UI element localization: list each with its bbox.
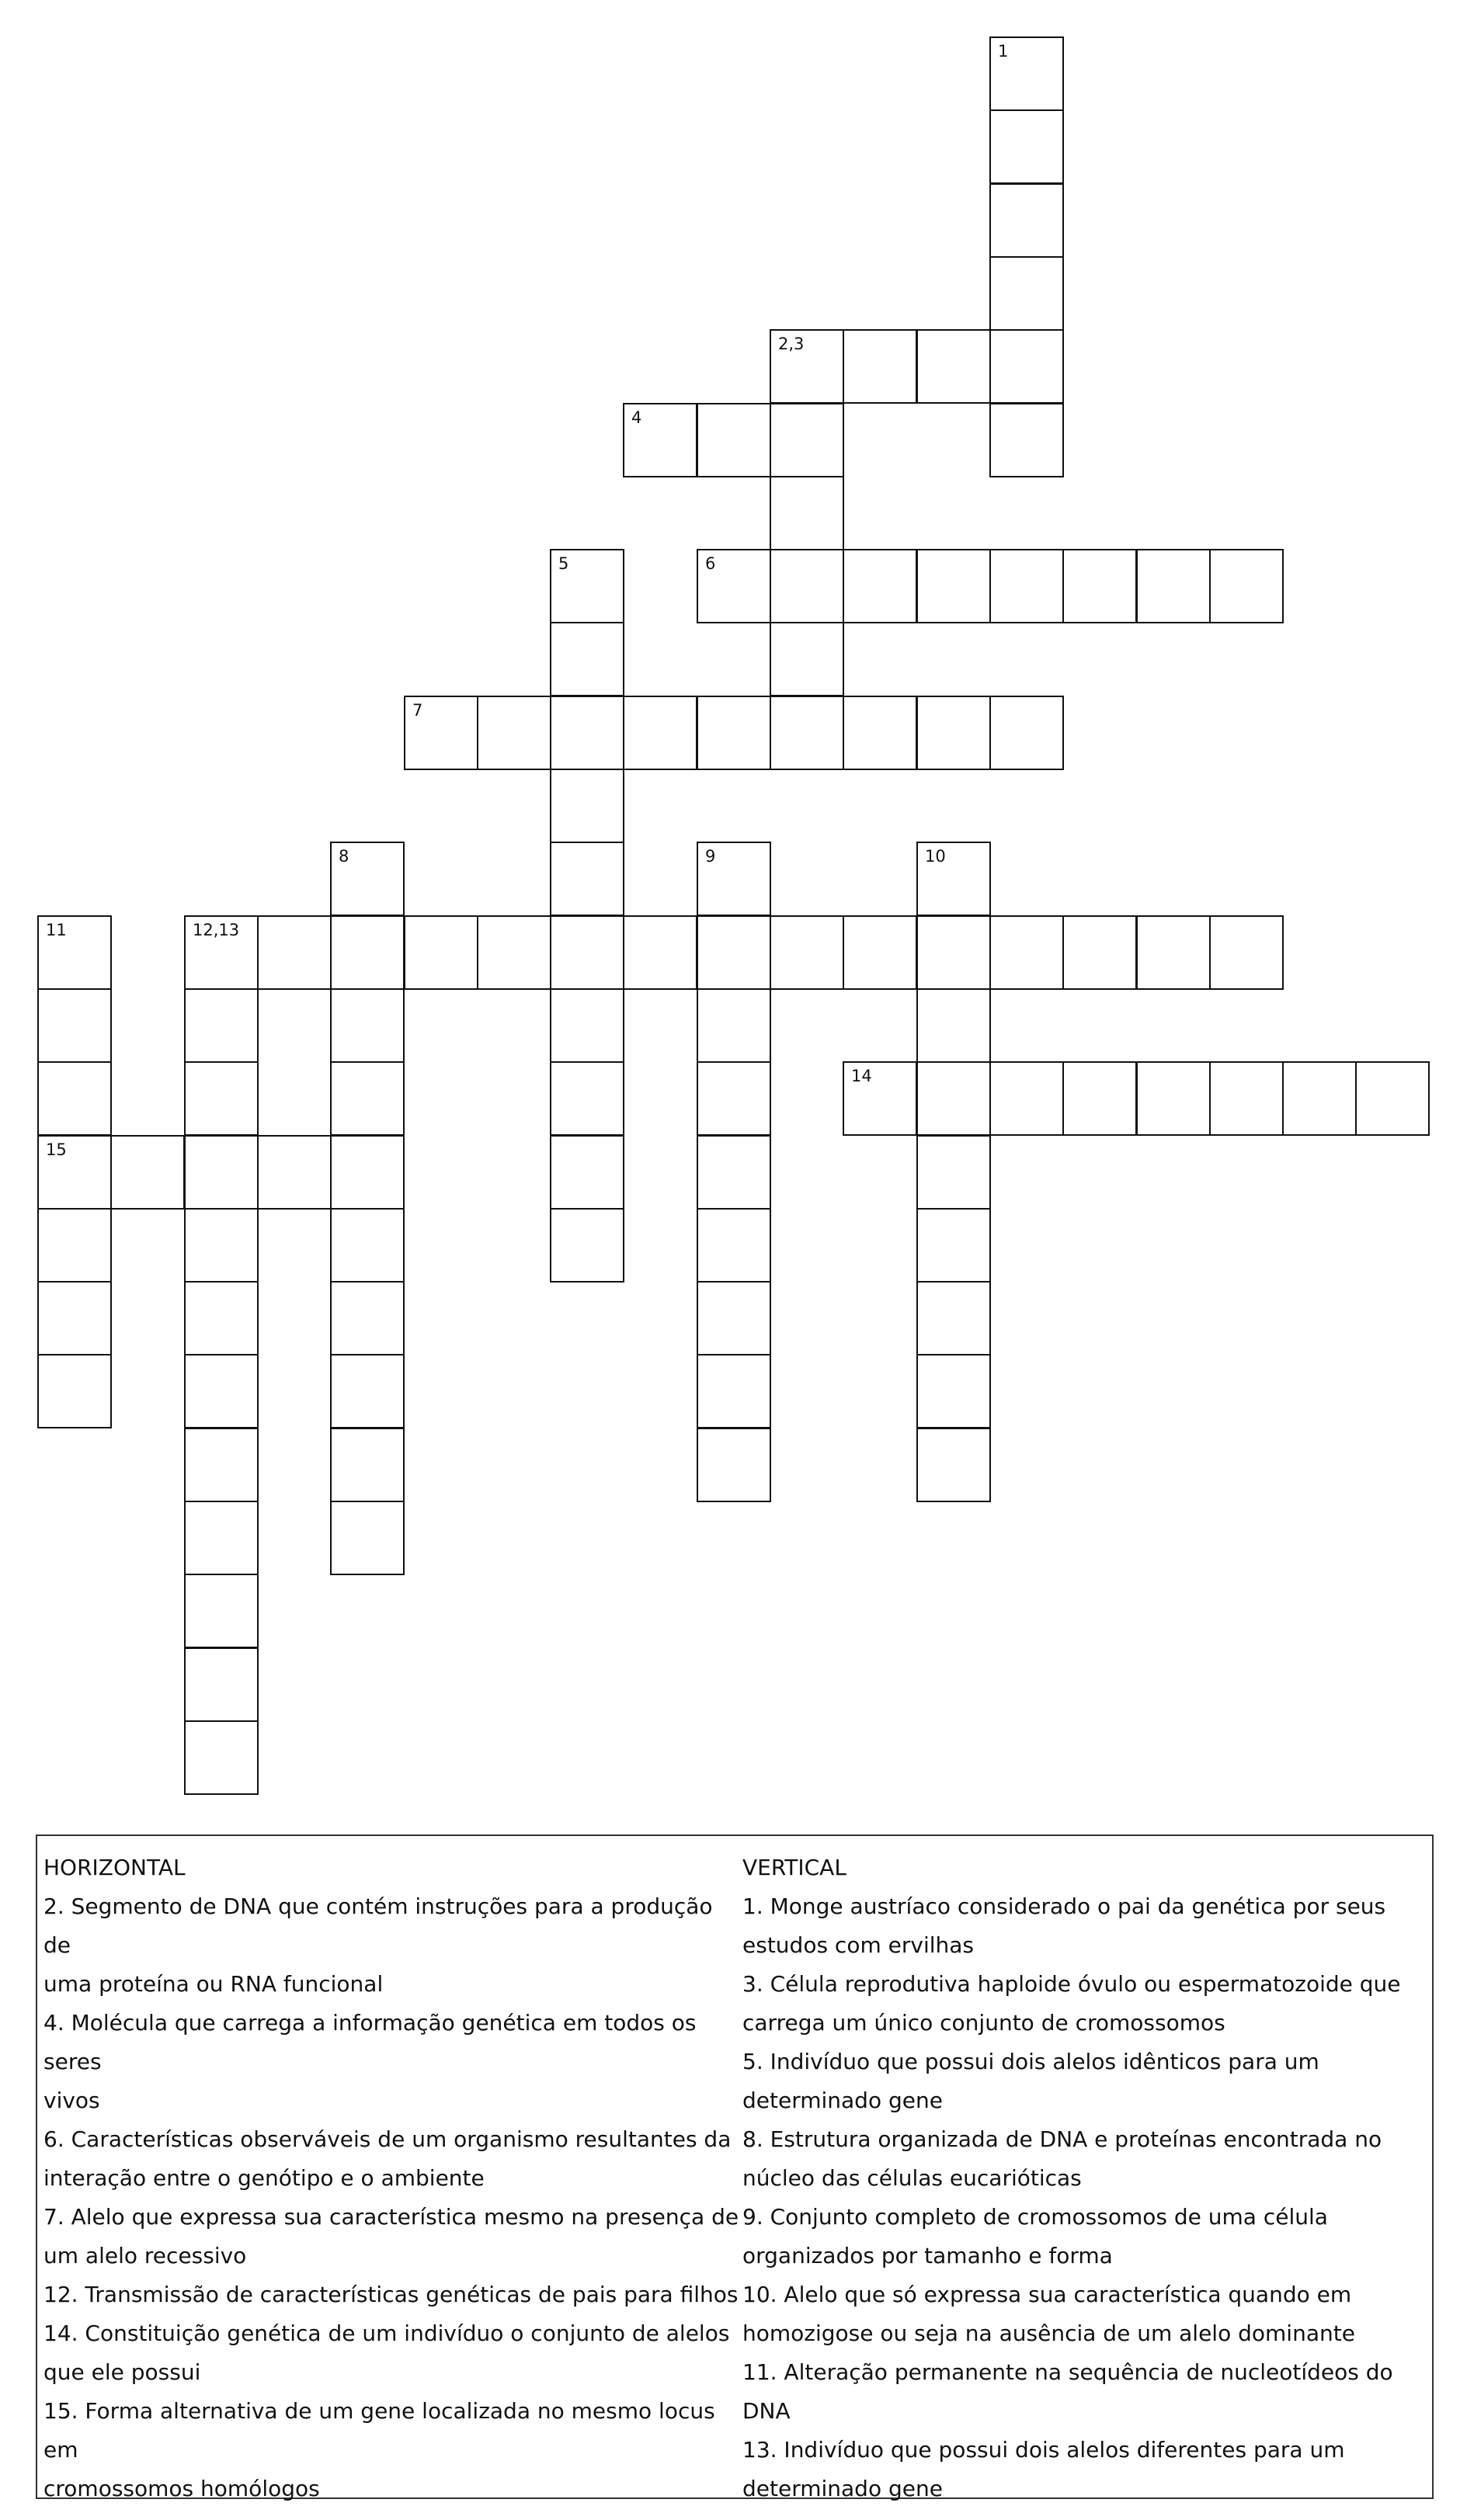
- crossword-cell[interactable]: [989, 256, 1064, 331]
- clue-line: um alelo recessivo: [43, 2243, 247, 2268]
- crossword-cell[interactable]: [697, 403, 771, 477]
- clue-number: 1: [998, 42, 1009, 61]
- horizontal-clues: [43, 1848, 742, 2508]
- crossword-cell[interactable]: [1062, 915, 1137, 990]
- crossword-cell[interactable]: [916, 549, 991, 623]
- clue-line: 15. Forma alternativa de um gene localizada no mesmo locus em: [43, 2398, 715, 2463]
- crossword-cell[interactable]: [184, 1281, 259, 1355]
- crossword-cell[interactable]: [330, 1208, 405, 1283]
- crossword-cell[interactable]: [843, 696, 917, 770]
- clue-number: 9: [705, 847, 716, 866]
- crossword-cell[interactable]: [916, 1354, 991, 1428]
- crossword-cell[interactable]: [989, 36, 1064, 111]
- horizontal-title: HORIZONTAL: [43, 1855, 186, 1880]
- crossword-cell[interactable]: [916, 1281, 991, 1355]
- crossword-cell[interactable]: [916, 915, 991, 990]
- clue-number: 10: [925, 847, 946, 866]
- clue-line: 14. Constituição genética de um indivíduo o conjunto de alelos: [43, 2320, 730, 2346]
- crossword-cell[interactable]: [37, 1281, 112, 1355]
- crossword-cell[interactable]: [1062, 549, 1137, 623]
- crossword-cell[interactable]: [330, 988, 405, 1063]
- clue-line: 1. Monge austríaco considerado o pai da genética por seus: [742, 1893, 1386, 1919]
- crossword-cell[interactable]: [989, 549, 1064, 623]
- crossword-cell[interactable]: [184, 1647, 259, 1722]
- crossword-cell[interactable]: [770, 476, 844, 550]
- crossword-cell[interactable]: [916, 1061, 991, 1136]
- crossword-cell[interactable]: [989, 329, 1064, 404]
- crossword-cell[interactable]: [916, 1428, 991, 1502]
- crossword-cell[interactable]: [1209, 1061, 1284, 1136]
- crossword-cell[interactable]: [330, 1354, 405, 1428]
- clue-line: núcleo das células eucarióticas: [742, 2165, 1082, 2191]
- crossword-cell[interactable]: [330, 1061, 405, 1136]
- crossword-cell[interactable]: [184, 1428, 259, 1502]
- crossword-cell[interactable]: [550, 1208, 624, 1283]
- clue-line: determinado gene: [742, 2088, 943, 2113]
- crossword-cell[interactable]: [1136, 1061, 1211, 1136]
- crossword-cell[interactable]: [916, 1135, 991, 1210]
- clue-line: interação entre o genótipo e o ambiente: [43, 2165, 485, 2191]
- crossword-cell[interactable]: [697, 915, 771, 990]
- crossword-cell[interactable]: [697, 1135, 771, 1210]
- crossword-cell[interactable]: [1209, 915, 1284, 990]
- crossword-cell[interactable]: [550, 549, 624, 623]
- clue-number: 8: [339, 847, 349, 866]
- clue-number: 2,3: [778, 335, 805, 353]
- crossword-cell[interactable]: [989, 696, 1064, 770]
- crossword-cell[interactable]: [477, 915, 551, 990]
- crossword-cell[interactable]: [550, 696, 624, 770]
- crossword-cell[interactable]: [184, 1135, 259, 1210]
- crossword-cell[interactable]: [843, 915, 917, 990]
- crossword-cell[interactable]: [1062, 1061, 1137, 1136]
- crossword-cell[interactable]: [1209, 549, 1284, 623]
- clue-number: 6: [705, 554, 716, 573]
- crossword-cell[interactable]: [989, 403, 1064, 477]
- vertical-clues: [742, 1848, 1426, 2508]
- clue-number: 4: [631, 408, 642, 427]
- crossword-cell[interactable]: [184, 915, 259, 990]
- crossword-cell[interactable]: [697, 1061, 771, 1136]
- crossword-cell[interactable]: [404, 696, 478, 770]
- crossword-cell[interactable]: [330, 1428, 405, 1502]
- clue-line: determinado gene: [742, 2476, 943, 2501]
- crossword-cell[interactable]: [843, 549, 917, 623]
- clue-line: 11. Alteração permanente na sequência de nucleotídeos do DNA: [742, 2359, 1393, 2424]
- clue-number: 14: [851, 1067, 872, 1085]
- clue-line: estudos com ervilhas: [742, 1932, 974, 1958]
- crossword-cell[interactable]: [989, 109, 1064, 184]
- crossword-cell[interactable]: [37, 1135, 112, 1210]
- crossword-cell[interactable]: [37, 915, 112, 990]
- crossword-cell[interactable]: [1355, 1061, 1430, 1136]
- crossword-cell[interactable]: [550, 622, 624, 696]
- clue-number: 11: [46, 921, 67, 939]
- crossword-cell[interactable]: [477, 696, 551, 770]
- crossword-cell[interactable]: [697, 1428, 771, 1502]
- crossword-cell[interactable]: [1136, 915, 1211, 990]
- clue-line: organizados por tamanho e forma: [742, 2243, 1113, 2268]
- crossword-cell[interactable]: [184, 1061, 259, 1136]
- crossword-cell[interactable]: [916, 842, 991, 916]
- crossword-cell[interactable]: [330, 915, 405, 990]
- clue-line: 8. Estrutura organizada de DNA e proteínas encontrada no: [742, 2126, 1382, 2152]
- clue-number: 15: [46, 1140, 67, 1159]
- crossword-cell[interactable]: [697, 1281, 771, 1355]
- crossword-cell[interactable]: [184, 988, 259, 1063]
- crossword-cell[interactable]: [184, 1574, 259, 1648]
- clue-line: 7. Alelo que expressa sua característica mesmo na presença de: [43, 2204, 739, 2230]
- crossword-cell[interactable]: [770, 403, 844, 477]
- crossword-cell[interactable]: [623, 915, 697, 990]
- crossword-cell[interactable]: [184, 1720, 259, 1795]
- crossword-cell[interactable]: [550, 915, 624, 990]
- crossword-cell[interactable]: [550, 988, 624, 1063]
- crossword-cell[interactable]: [550, 769, 624, 843]
- crossword-cell[interactable]: [330, 842, 405, 916]
- crossword-cell[interactable]: [770, 622, 844, 696]
- vertical-title: VERTICAL: [742, 1855, 846, 1880]
- clues-box: [36, 1834, 1434, 2499]
- crossword-cell[interactable]: [697, 1208, 771, 1283]
- crossword-cell[interactable]: [37, 1354, 112, 1428]
- clue-line: carrega um único conjunto de cromossomos: [742, 2010, 1225, 2036]
- crossword-cell[interactable]: [330, 1281, 405, 1355]
- clue-line: 9. Conjunto completo de cromossomos de uma célula: [742, 2204, 1328, 2230]
- clue-line: 10. Alelo que só expressa sua característica quando em: [742, 2282, 1352, 2307]
- crossword-cell[interactable]: [404, 915, 478, 990]
- clue-line: 4. Molécula que carrega a informação genética em todos os seres: [43, 2010, 697, 2074]
- crossword-cell[interactable]: [110, 1135, 185, 1210]
- crossword-cell[interactable]: [916, 1208, 991, 1283]
- clue-line: 2. Segmento de DNA que contém instruções para a produção de: [43, 1893, 713, 1958]
- crossword-cell[interactable]: [697, 696, 771, 770]
- crossword-cell[interactable]: [37, 1061, 112, 1136]
- crossword-cell[interactable]: [916, 329, 991, 404]
- crossword-cell[interactable]: [184, 1501, 259, 1575]
- crossword-cell[interactable]: [257, 1135, 332, 1210]
- crossword-cell[interactable]: [623, 403, 697, 477]
- crossword-cell[interactable]: [770, 549, 844, 623]
- crossword-cell[interactable]: [770, 696, 844, 770]
- clue-line: que ele possui: [43, 2359, 201, 2385]
- clue-line: vivos: [43, 2088, 100, 2113]
- clue-line: 12. Transmissão de características genéticas de pais para filhos: [43, 2282, 739, 2307]
- crossword-cell[interactable]: [37, 988, 112, 1063]
- crossword-cell[interactable]: [697, 842, 771, 916]
- crossword-cell[interactable]: [989, 183, 1064, 258]
- crossword-cell[interactable]: [989, 1061, 1064, 1136]
- crossword-cell[interactable]: [843, 1061, 917, 1136]
- crossword-cell[interactable]: [550, 842, 624, 916]
- crossword-cell[interactable]: [550, 1135, 624, 1210]
- clue-line: cromossomos homólogos: [43, 2476, 320, 2501]
- clue-number: 12,13: [193, 921, 240, 939]
- crossword-cell[interactable]: [843, 329, 917, 404]
- crossword-cell[interactable]: [770, 329, 844, 404]
- clue-line: 3. Célula reprodutiva haploide óvulo ou espermatozoide que: [742, 1971, 1401, 1997]
- clue-line: 5. Indivíduo que possui dois alelos idênticos para um: [742, 2049, 1319, 2074]
- crossword-cell[interactable]: [1136, 549, 1211, 623]
- clue-line: 6. Características observáveis de um organismo resultantes da: [43, 2126, 732, 2152]
- clue-number: 5: [558, 554, 569, 573]
- crossword-cell[interactable]: [37, 1208, 112, 1283]
- crossword-cell[interactable]: [770, 915, 844, 990]
- clue-line: 13. Indivíduo que possui dois alelos diferentes para um: [742, 2437, 1345, 2463]
- crossword-cell[interactable]: [550, 1061, 624, 1136]
- crossword-cell[interactable]: [697, 988, 771, 1063]
- clue-line: uma proteína ou RNA funcional: [43, 1971, 384, 1997]
- crossword-cell[interactable]: [697, 1354, 771, 1428]
- crossword-cell[interactable]: [330, 1135, 405, 1210]
- crossword-cell[interactable]: [1282, 1061, 1357, 1136]
- crossword-cell[interactable]: [184, 1208, 259, 1283]
- clue-line: homozigose ou seja na ausência de um alelo dominante: [742, 2320, 1355, 2346]
- crossword-cell[interactable]: [989, 915, 1064, 990]
- crossword-cell[interactable]: [916, 988, 991, 1063]
- crossword-cell[interactable]: [623, 696, 697, 770]
- crossword-cell[interactable]: [184, 1354, 259, 1428]
- crossword-cell[interactable]: [257, 915, 332, 990]
- crossword-cell[interactable]: [697, 549, 771, 623]
- clue-number: 7: [412, 701, 423, 720]
- crossword-cell[interactable]: [330, 1501, 405, 1575]
- crossword-cell[interactable]: [916, 696, 991, 770]
